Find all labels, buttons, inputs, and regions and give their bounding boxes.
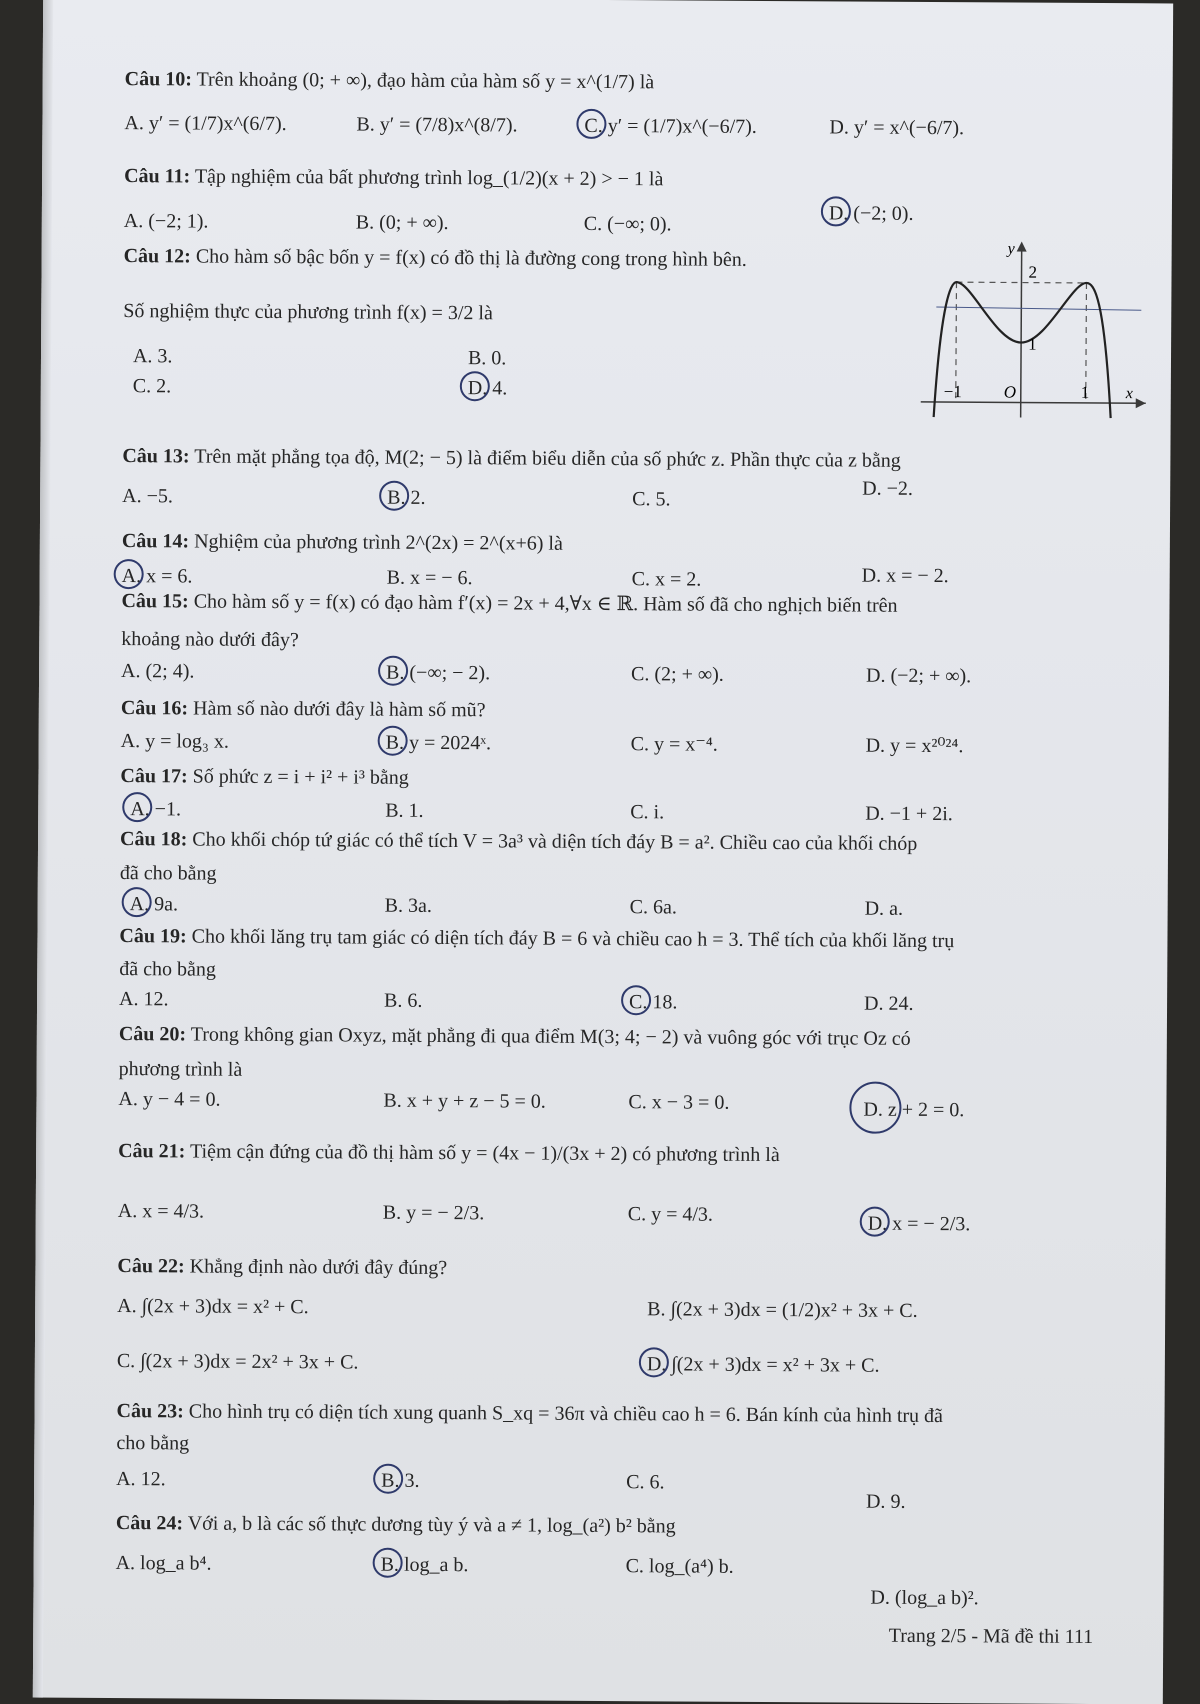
x-axis-arrow-icon bbox=[1136, 398, 1146, 408]
question-16-options bbox=[120, 727, 1131, 758]
question-stem: Cho khối lăng trụ tam giác có diện tích đáy B = 6 và chiều cao h = 3. Thể tích của khối lăng trụ bbox=[191, 925, 955, 953]
option-a[interactable]: A. log_a b⁴. bbox=[115, 1552, 212, 1575]
x-axis bbox=[921, 402, 1146, 403]
question-number: Câu 23: bbox=[116, 1400, 184, 1423]
option-b[interactable]: B. y′ = (7/8)x^(8/7). bbox=[356, 113, 518, 137]
question-stem-continued: phương trình là bbox=[118, 1058, 243, 1081]
question-13-options bbox=[122, 477, 1132, 511]
option-a[interactable]: A. −5. bbox=[122, 485, 173, 508]
answer-mark-circle bbox=[849, 1082, 901, 1134]
question-number: Câu 14: bbox=[121, 530, 190, 553]
option-c[interactable]: C. (−∞; 0). bbox=[583, 212, 672, 236]
option-d[interactable]: D. z + 2 = 0. bbox=[863, 1096, 964, 1125]
option-b[interactable]: B. 3. bbox=[381, 1467, 420, 1495]
tick-y-1: 1 bbox=[1028, 334, 1037, 354]
option-c[interactable]: C. (2; + ∞). bbox=[631, 663, 724, 686]
option-b[interactable]: B. 0. bbox=[467, 347, 507, 370]
question-15-stem-cont bbox=[121, 625, 1131, 659]
answer-mark-circle bbox=[379, 481, 409, 511]
answer-mark-circle bbox=[639, 1347, 669, 1377]
answer-mark-circle bbox=[378, 656, 408, 686]
option-a[interactable]: A. (−2; 1). bbox=[123, 210, 209, 233]
option-b[interactable]: B. 3a. bbox=[384, 894, 432, 917]
option-c[interactable]: C. 5. bbox=[632, 488, 671, 511]
option-b[interactable]: B. y = 2024ˣ. bbox=[386, 729, 492, 758]
question-12-stem-cont bbox=[123, 297, 823, 329]
option-b[interactable]: B. (0; + ∞). bbox=[355, 211, 449, 235]
answer-mark-circle bbox=[122, 792, 152, 822]
question-number: Câu 12: bbox=[123, 245, 191, 268]
answer-mark-circle bbox=[114, 559, 144, 589]
option-c[interactable]: C. y = x⁻⁴. bbox=[630, 733, 718, 756]
option-a[interactable]: A. x = 6. bbox=[122, 562, 193, 590]
question-number: Câu 19: bbox=[119, 925, 187, 948]
question-number: Câu 13: bbox=[122, 445, 190, 468]
question-stem: Số phức z = i + i² + i³ bằng bbox=[192, 765, 409, 789]
answer-mark-circle bbox=[373, 1548, 403, 1578]
answer-mark-circle bbox=[576, 109, 606, 139]
question-12-options-ab bbox=[123, 342, 823, 370]
option-c[interactable]: C. i. bbox=[630, 801, 665, 824]
option-a[interactable]: A. y′ = (1/7)x^(6/7). bbox=[124, 112, 287, 136]
question-stem: Tập nghiệm của bất phương trình log_(1/2)(x + 2) > − 1 là bbox=[194, 165, 664, 191]
origin-label: O bbox=[1003, 382, 1017, 402]
option-c[interactable]: C. y = 4/3. bbox=[627, 1203, 714, 1226]
question-21-options bbox=[117, 1197, 1128, 1236]
answer-mark-circle bbox=[373, 1464, 403, 1494]
question-stem: Nghiệm của phương trình 2^(2x) = 2^(x+6) là bbox=[194, 530, 563, 555]
option-d[interactable]: D. (−2; 0). bbox=[829, 199, 914, 228]
option-c[interactable]: C. x − 3 = 0. bbox=[628, 1091, 730, 1114]
question-stem-continued: đã cho bằng bbox=[119, 958, 216, 981]
question-stem: Với a, b là các số thực dương tùy ý và a ≠ 1, log_(a²) b² bằng bbox=[187, 1512, 676, 1538]
option-a[interactable]: A. y = log₃ x. bbox=[120, 730, 229, 753]
answer-mark-circle bbox=[460, 371, 490, 401]
question-11 bbox=[124, 162, 1134, 196]
option-a[interactable]: A. 9a. bbox=[130, 890, 179, 918]
option-d[interactable]: D. (log_a b)². bbox=[870, 1586, 979, 1610]
question-number: Câu 17: bbox=[120, 765, 188, 788]
option-b[interactable]: B. ∫(2x + 3)dx = (1/2)x² + 3x + C. bbox=[647, 1298, 918, 1322]
question-23 bbox=[116, 1397, 1126, 1431]
question-21 bbox=[118, 1137, 1128, 1171]
question-stem: Hàm số nào dưới đây là hàm số mũ? bbox=[193, 697, 486, 722]
question-stem: Cho hàm số bậc bốn y = f(x) có đồ thị là đường cong trong hình bên. bbox=[195, 245, 747, 271]
option-a[interactable]: A. 12. bbox=[116, 1468, 166, 1491]
option-c[interactable]: C. 6. bbox=[626, 1471, 665, 1494]
question-number: Câu 11: bbox=[124, 165, 191, 188]
option-b[interactable]: B. x + y + z − 5 = 0. bbox=[383, 1089, 546, 1113]
question-17-options bbox=[120, 795, 1130, 826]
option-c[interactable]: C. x = 2. bbox=[631, 568, 702, 591]
hand-drawn-line bbox=[936, 307, 1141, 310]
option-c[interactable]: C. 18. bbox=[629, 988, 678, 1016]
tick-x-1: 1 bbox=[1080, 382, 1090, 402]
question-22-options-cd bbox=[116, 1347, 1127, 1377]
question-16 bbox=[121, 694, 1131, 728]
answer-mark-circle bbox=[122, 887, 152, 917]
option-d[interactable]: D. 4. bbox=[468, 374, 508, 402]
question-14 bbox=[122, 527, 1132, 561]
option-d[interactable]: D. 9. bbox=[865, 1490, 906, 1513]
question-number: Câu 21: bbox=[118, 1140, 186, 1163]
question-10-options bbox=[124, 109, 1135, 140]
option-b[interactable]: B. 1. bbox=[385, 799, 424, 822]
question-stem: Khẳng định nào dưới đây đúng? bbox=[189, 1255, 448, 1280]
question-11-options bbox=[123, 202, 1134, 236]
question-12 bbox=[124, 242, 824, 274]
question-number: Câu 10: bbox=[124, 68, 193, 91]
question-22-options-ab bbox=[117, 1292, 1127, 1322]
option-b[interactable]: B. y = − 2/3. bbox=[382, 1201, 485, 1225]
option-d[interactable]: D. −1 + 2i. bbox=[865, 802, 953, 826]
question-19-stem-cont bbox=[119, 955, 1129, 989]
tick-y-2: 2 bbox=[1028, 262, 1038, 282]
answer-mark-circle bbox=[621, 985, 651, 1015]
option-a[interactable]: A. −1. bbox=[130, 795, 181, 823]
option-d[interactable]: D. ∫(2x + 3)dx = x² + 3x + C. bbox=[647, 1350, 880, 1379]
option-a[interactable]: A. 3. bbox=[132, 345, 173, 368]
y-axis-arrow-icon bbox=[1017, 242, 1027, 252]
question-stem: Trong không gian Oxyz, mặt phẳng đi qua điểm M(3; 4; − 2) và vuông góc với trục Oz có bbox=[190, 1023, 911, 1050]
question-stem: Trên khoảng (0; + ∞), đạo hàm của hàm số y = x^(1/7) là bbox=[196, 68, 655, 94]
option-d[interactable]: D. x = − 2. bbox=[861, 564, 949, 588]
question-stem-continued: cho bằng bbox=[116, 1432, 190, 1455]
question-10 bbox=[125, 65, 1135, 99]
question-24-options bbox=[115, 1549, 1126, 1610]
option-d[interactable]: D. y′ = x^(−6/7). bbox=[829, 116, 965, 140]
option-d[interactable]: D. y = x²⁰²⁴. bbox=[865, 734, 964, 758]
page-fold-shadow bbox=[33, 0, 53, 1698]
question-number: Câu 22: bbox=[117, 1255, 185, 1278]
quartic-function-graph bbox=[916, 237, 1152, 423]
option-d[interactable]: D. a. bbox=[864, 897, 904, 920]
question-18-stem-cont bbox=[120, 859, 1130, 893]
question-24 bbox=[116, 1509, 1126, 1543]
question-22 bbox=[117, 1252, 1127, 1286]
option-c[interactable]: C. ∫(2x + 3)dx = 2x² + 3x + C. bbox=[116, 1350, 359, 1374]
tick-x-neg1: −1 bbox=[943, 382, 962, 402]
question-23-options bbox=[116, 1465, 1126, 1513]
exam-page bbox=[33, 0, 1173, 1704]
question-stem: Cho hàm số y = f(x) có đạo hàm f′(x) = 2x + 4,∀x ∈ ℝ. Hàm số đã cho nghịch biến trên bbox=[193, 590, 898, 617]
y-axis bbox=[1021, 246, 1022, 418]
option-d[interactable]: D. −2. bbox=[862, 477, 914, 500]
option-a[interactable]: A. 12. bbox=[119, 988, 169, 1011]
question-17 bbox=[120, 762, 1130, 796]
question-18 bbox=[120, 825, 1130, 859]
question-number: Câu 18: bbox=[119, 828, 188, 851]
option-c[interactable]: C. y′ = (1/7)x^(−6/7). bbox=[584, 112, 757, 141]
option-b[interactable]: B. 6. bbox=[384, 989, 423, 1012]
question-number: Câu 16: bbox=[120, 697, 189, 720]
answer-mark-circle bbox=[378, 726, 408, 756]
question-stem: Cho khối chóp tứ giác có thể tích V = 3a³ và diện tích đáy B = a². Chiều cao của khối chóp bbox=[192, 828, 918, 855]
option-c[interactable]: C. log_(a⁴) b. bbox=[625, 1555, 734, 1578]
question-23-stem-cont bbox=[116, 1429, 1126, 1463]
page-footer: Trang 2/5 - Mã đề thi 111 bbox=[888, 1624, 1094, 1649]
option-a[interactable]: A. x = 4/3. bbox=[117, 1200, 205, 1223]
option-d[interactable]: D. (−2; + ∞). bbox=[866, 664, 972, 688]
option-d[interactable]: D. x = − 2/3. bbox=[868, 1210, 971, 1239]
question-number: Câu 15: bbox=[121, 590, 189, 613]
question-number: Câu 20: bbox=[118, 1023, 187, 1046]
option-c[interactable]: C. 2. bbox=[132, 375, 172, 398]
question-number: Câu 24: bbox=[115, 1512, 184, 1535]
question-15 bbox=[121, 587, 1131, 621]
option-a[interactable]: A. (2; 4). bbox=[121, 660, 195, 683]
question-20-stem-cont bbox=[119, 1055, 1129, 1089]
option-d[interactable]: D. 24. bbox=[864, 992, 914, 1015]
question-stem-continued: đã cho bằng bbox=[119, 862, 217, 885]
question-stem-continued: khoảng nào dưới đây? bbox=[121, 628, 299, 652]
option-a[interactable]: A. y − 4 = 0. bbox=[118, 1088, 221, 1111]
question-19 bbox=[119, 922, 1129, 956]
option-b[interactable]: B. x = − 6. bbox=[386, 566, 473, 590]
option-b[interactable]: B. 2. bbox=[387, 484, 426, 512]
question-stem-continued: Số nghiệm thực của phương trình f(x) = 3/2 là bbox=[123, 300, 493, 325]
question-13 bbox=[122, 442, 1132, 476]
question-stem: Trên mặt phẳng tọa độ, M(2; − 5) là điểm biểu diễn của số phức z. Phần thực của z bằng bbox=[194, 445, 901, 472]
option-b[interactable]: B. (−∞; − 2). bbox=[386, 659, 490, 688]
answer-mark-circle bbox=[821, 196, 851, 226]
option-b[interactable]: B. log_a b. bbox=[381, 1551, 469, 1580]
answer-mark-circle bbox=[860, 1207, 890, 1237]
question-14-options bbox=[121, 562, 1132, 591]
question-stem: Tiệm cận đứng của đồ thị hàm số y = (4x − 1)/(3x + 2) có phương trình là bbox=[189, 1140, 780, 1167]
y-axis-label: y bbox=[1007, 240, 1015, 258]
x-axis-label: x bbox=[1125, 385, 1133, 403]
question-20 bbox=[119, 1020, 1129, 1054]
question-stem: Cho hình trụ có diện tích xung quanh S_xq = 36π và chiều cao h = 6. Bán kính của hình trụ đã bbox=[188, 1400, 944, 1428]
option-c[interactable]: C. 6a. bbox=[629, 896, 677, 919]
option-a[interactable]: A. ∫(2x + 3)dx = x² + C. bbox=[117, 1295, 309, 1319]
